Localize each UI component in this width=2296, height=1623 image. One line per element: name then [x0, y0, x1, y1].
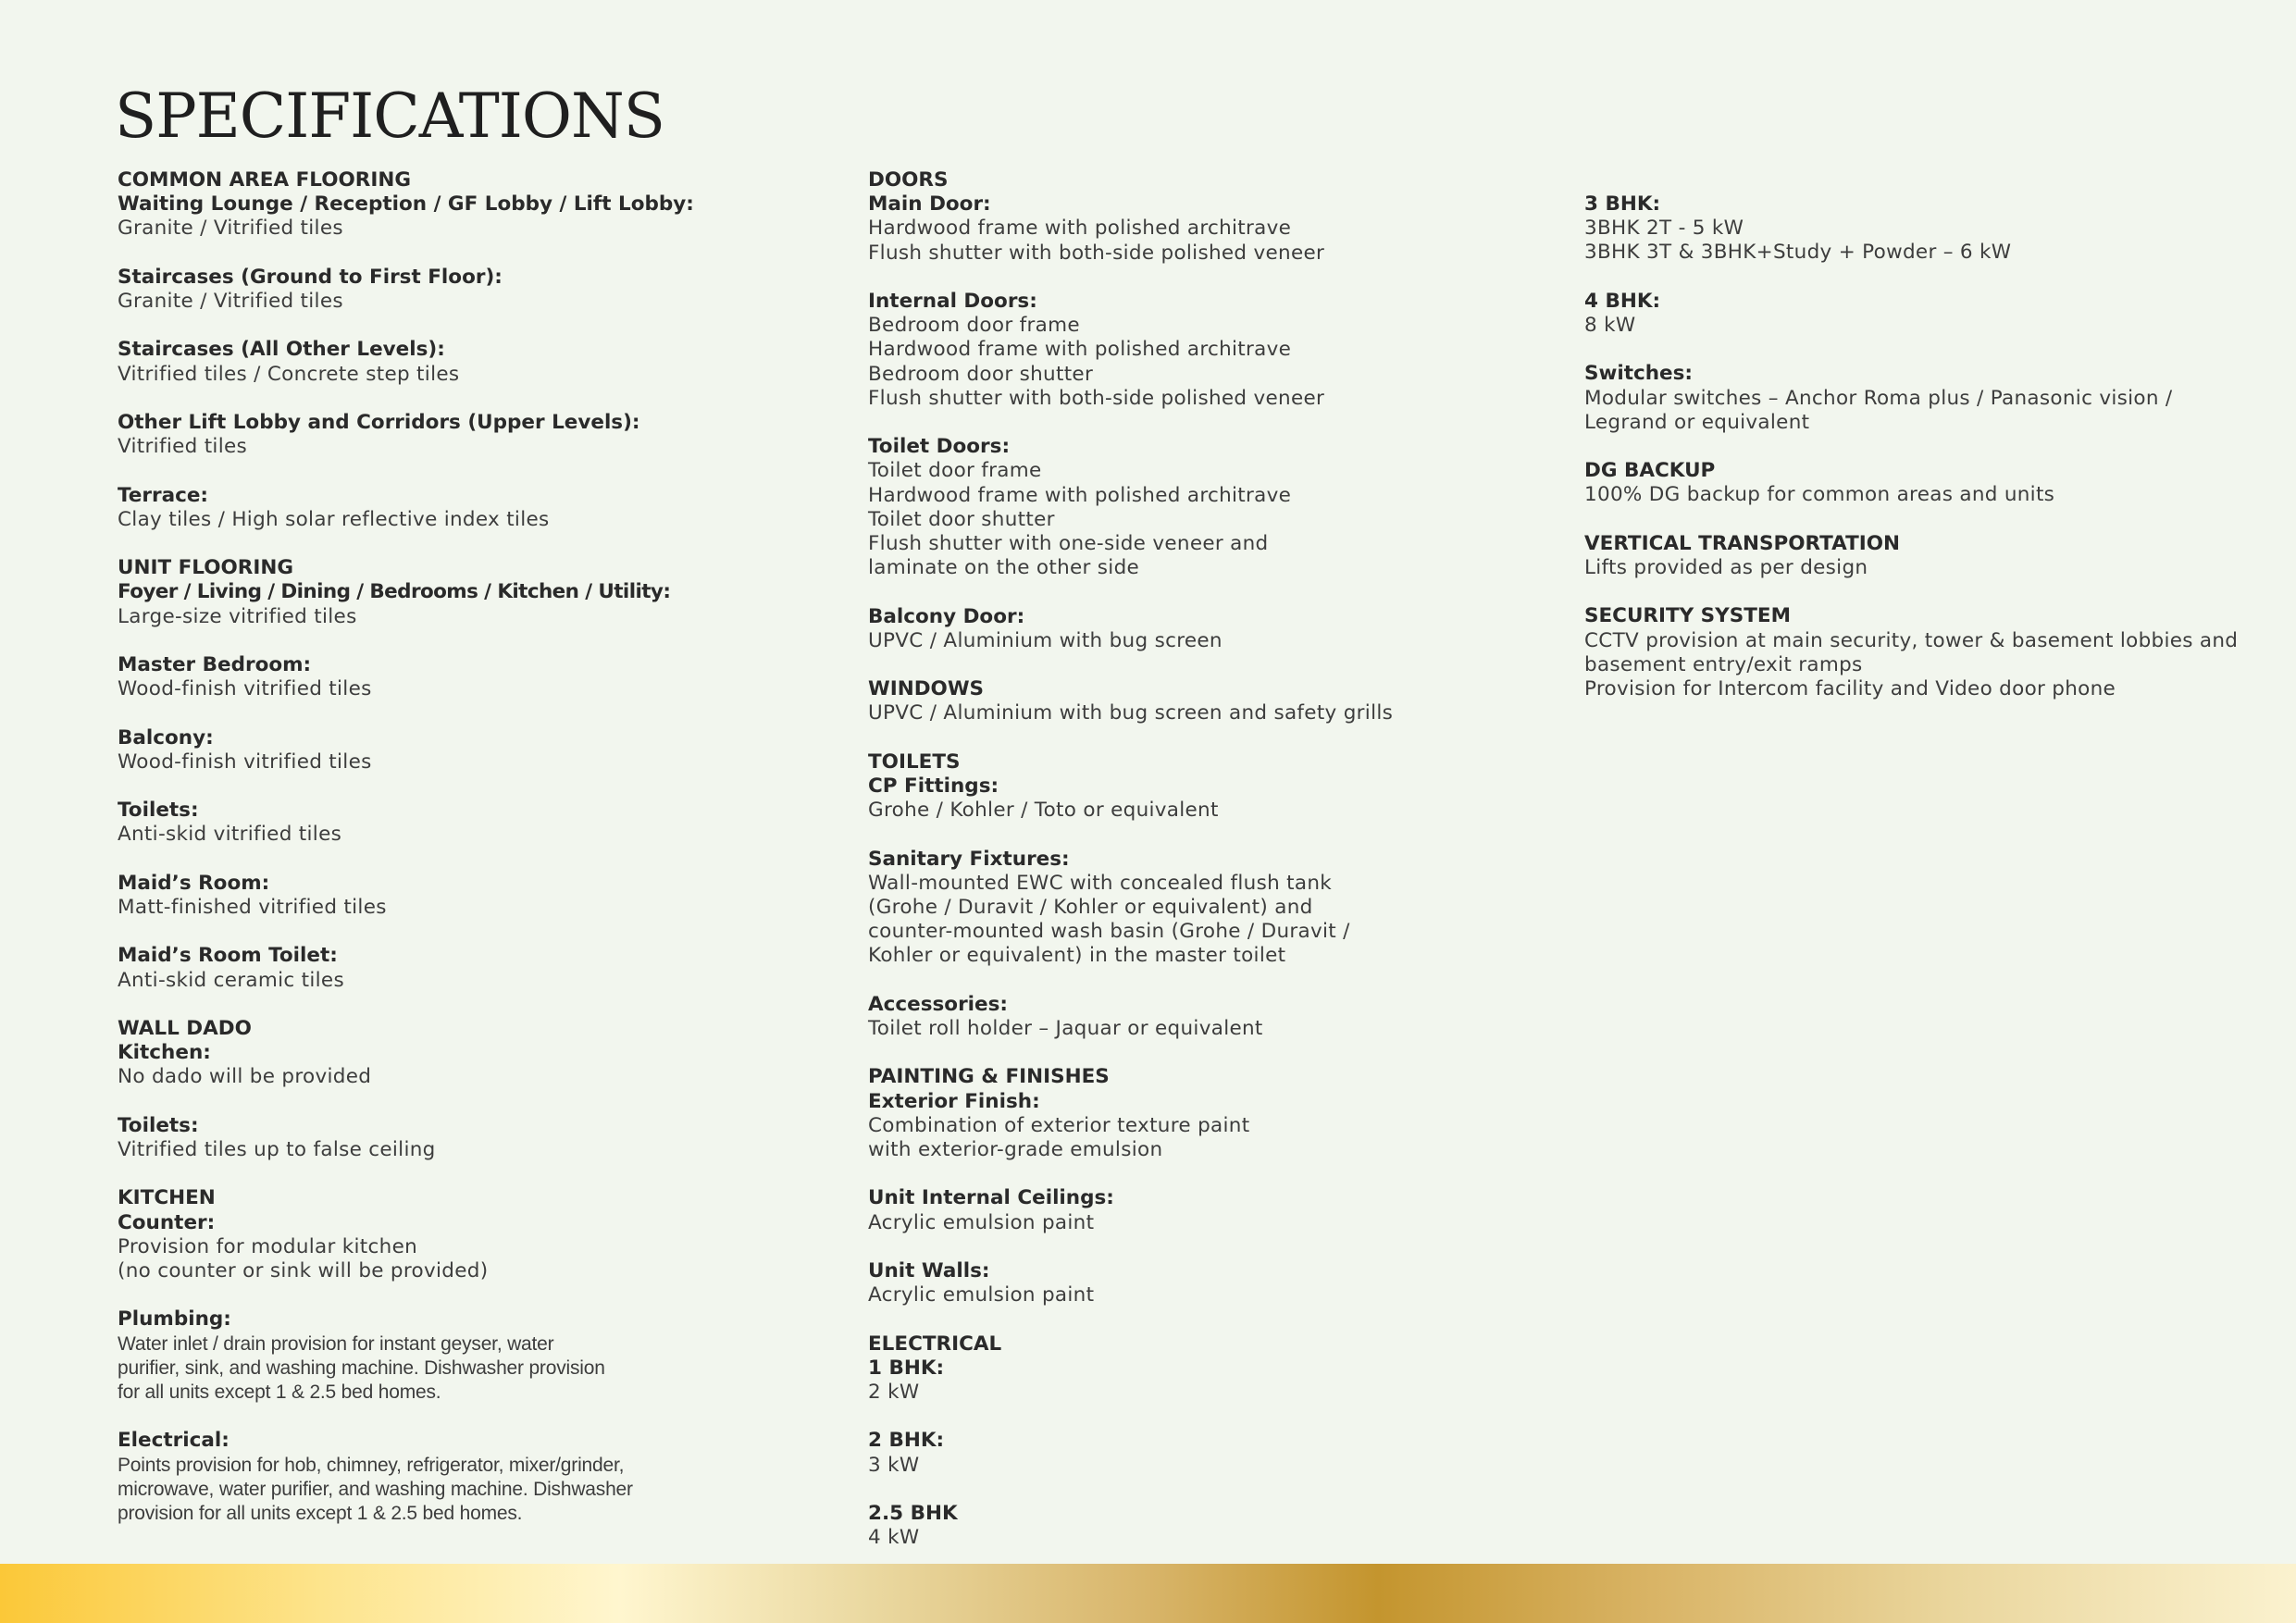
section-heading: TOILETS: [868, 750, 961, 774]
spec-label: Balcony Door:: [868, 604, 1025, 628]
section-heading: UNIT FLOORING: [118, 556, 293, 580]
spec-value: Granite / Vitrified tiles: [118, 290, 343, 313]
spec-block: [1584, 459, 2288, 507]
spec-value: Flush shutter with one-side veneer and: [868, 532, 1269, 556]
spec-label: 2 BHK:: [868, 1429, 945, 1453]
spec-label: Master Bedroom:: [118, 652, 312, 676]
spec-value: Toilet door frame: [868, 459, 1042, 483]
section-heading: WALL DADO: [118, 1016, 252, 1040]
spec-label: Counter:: [118, 1210, 216, 1234]
spec-value: 3BHK 2T - 5 kW: [1584, 217, 1744, 241]
spec-value: 4 kW: [868, 1526, 920, 1550]
spec-label: Staircases (Ground to First Floor):: [118, 265, 503, 289]
spec-label: Balcony:: [118, 725, 214, 750]
spec-block: [868, 1065, 1534, 1162]
spec-value: basement entry/exit ramps: [1584, 652, 1863, 676]
spec-label: Foyer / Living / Dining / Bedrooms / Kitchen / Utility:: [118, 580, 671, 604]
spec-block: [868, 1332, 1534, 1406]
spec-block: [1584, 192, 2288, 266]
spec-value: No dado will be provided: [118, 1065, 372, 1089]
spec-value: Hardwood frame with polished architrave: [868, 483, 1292, 507]
section-heading: ELECTRICAL: [868, 1332, 1002, 1356]
spec-label: Maid’s Room Toilet:: [118, 944, 338, 968]
spec-value: Wall-mounted EWC with concealed flush tank: [868, 871, 1333, 895]
spec-value: 3 kW: [868, 1453, 920, 1477]
spec-block: [118, 1114, 765, 1162]
spec-value: Water inlet / drain provision for instant geyser, water: [118, 1332, 554, 1355]
spec-block: [868, 750, 1534, 824]
spec-value: Large-size vitrified tiles: [118, 604, 357, 628]
spec-value: Granite / Vitrified tiles: [118, 217, 343, 241]
spec-label: Toilets:: [118, 1113, 199, 1137]
spec-block: [868, 605, 1534, 653]
spec-block: [118, 168, 765, 242]
spec-value: Acrylic emulsion paint: [868, 1283, 1095, 1307]
spec-block: [118, 338, 765, 386]
gold-gradient-bar: [0, 1564, 2296, 1623]
spec-label: Maid’s Room:: [118, 871, 270, 895]
spec-value: Combination of exterior texture paint: [868, 1113, 1250, 1137]
spec-value: Wood-finish vitrified tiles: [118, 677, 372, 701]
spec-value: Flush shutter with both-side polished veneer: [868, 386, 1325, 410]
spec-block: [1584, 290, 2288, 338]
spec-value: 3BHK 3T & 3BHK+Study + Powder – 6 kW: [1584, 241, 2012, 265]
section-heading: VERTICAL TRANSPORTATION: [1584, 531, 1901, 555]
spec-label: Sanitary Fixtures:: [868, 847, 1070, 871]
spec-label: Accessories:: [868, 992, 1009, 1016]
specs-column-3: [1584, 192, 2288, 725]
spec-block: [868, 1502, 1534, 1550]
spec-label: Staircases (All Other Levels):: [118, 338, 445, 362]
spec-value: CCTV provision at main security, tower & basement lobbies and: [1584, 628, 2239, 652]
spec-label: Other Lift Lobby and Corridors (Upper Levels):: [118, 410, 640, 434]
spec-block: [868, 290, 1534, 411]
spec-value: Hardwood frame with polished architrave: [868, 338, 1292, 362]
spec-value: Points provision for hob, chimney, refrigerator, mixer/grinder,: [118, 1454, 625, 1476]
spec-value: for all units except 1 & 2.5 bed homes.: [118, 1381, 441, 1403]
spec-value: Toilet roll holder – Jaquar or equivalent: [868, 1017, 1263, 1040]
spec-value: Anti-skid vitrified tiles: [118, 823, 342, 847]
spec-value: Lifts provided as per design: [1584, 555, 1868, 579]
spec-block: [118, 556, 765, 629]
spec-label: Unit Internal Ceilings:: [868, 1186, 1114, 1210]
spec-label: Waiting Lounge / Reception / GF Lobby / Lift Lobby:: [118, 192, 694, 217]
spec-value: 2 kW: [868, 1380, 920, 1404]
spec-value: Kohler or equivalent) in the master toilet: [868, 944, 1286, 968]
spec-value: Provision for Intercom facility and Video door phone: [1584, 676, 2116, 700]
spec-block: [118, 411, 765, 459]
spec-block: [1584, 532, 2288, 580]
spec-block: [118, 1186, 765, 1283]
spec-block: [118, 1307, 765, 1405]
spec-block: [118, 1017, 765, 1090]
spec-value: Anti-skid ceramic tiles: [118, 968, 344, 992]
spec-value: laminate on the other side: [868, 556, 1140, 580]
spec-value: Bedroom door frame: [868, 314, 1080, 338]
spec-value: Vitrified tiles: [118, 435, 248, 459]
spec-block: [118, 944, 765, 992]
spec-block: [118, 653, 765, 701]
section-heading: DOORS: [868, 168, 949, 192]
spec-value: UPVC / Aluminium with bug screen: [868, 628, 1222, 652]
spec-block: [118, 872, 765, 920]
spec-value: Clay tiles / High solar reflective index tiles: [118, 507, 550, 531]
spec-label: Main Door:: [868, 192, 991, 217]
spec-value: Flush shutter with both-side polished veneer: [868, 241, 1325, 265]
spec-label: Toilet Doors:: [868, 435, 1011, 459]
spec-label: Unit Walls:: [868, 1258, 990, 1282]
spec-value: provision for all units except 1 & 2.5 bed homes.: [118, 1502, 523, 1524]
spec-block: [868, 435, 1534, 580]
spec-block: [1584, 362, 2288, 435]
spec-block: [868, 848, 1534, 969]
spec-label: Exterior Finish:: [868, 1089, 1040, 1113]
spec-label: Internal Doors:: [868, 290, 1037, 313]
section-heading: WINDOWS: [868, 677, 985, 701]
spec-value: Wood-finish vitrified tiles: [118, 750, 372, 774]
spec-value: 100% DG backup for common areas and units: [1584, 483, 2055, 507]
spec-block: [868, 168, 1534, 266]
spec-block: [868, 1186, 1534, 1234]
spec-label: Switches:: [1584, 362, 1694, 386]
spec-block: [1584, 604, 2288, 701]
spec-value: Hardwood frame with polished architrave: [868, 217, 1292, 241]
section-heading: SECURITY SYSTEM: [1584, 604, 1791, 628]
spec-block: [118, 799, 765, 847]
spec-value: purifier, sink, and washing machine. Dishwasher provision: [118, 1357, 605, 1379]
spec-label: 4 BHK:: [1584, 289, 1661, 313]
spec-value: UPVC / Aluminium with bug screen and safety grills: [868, 701, 1394, 725]
spec-value: Vitrified tiles up to false ceiling: [118, 1137, 436, 1161]
spec-value: Vitrified tiles / Concrete step tiles: [118, 362, 460, 386]
section-heading: PAINTING & FINISHES: [868, 1065, 1110, 1089]
spec-value: Acrylic emulsion paint: [868, 1210, 1095, 1234]
spec-value: (Grohe / Duravit / Kohler or equivalent) and: [868, 896, 1313, 919]
spec-value: Matt-finished vitrified tiles: [118, 895, 387, 919]
spec-value: Provision for modular kitchen: [118, 1234, 418, 1258]
spec-value: 8 kW: [1584, 314, 1636, 337]
spec-label: Electrical:: [118, 1429, 230, 1453]
section-heading: KITCHEN: [118, 1186, 216, 1210]
spec-label: CP Fittings:: [868, 774, 999, 798]
spec-value: (no counter or sink will be provided): [118, 1258, 489, 1282]
spec-block: [868, 1429, 1534, 1477]
spec-value: with exterior-grade emulsion: [868, 1138, 1163, 1161]
spec-block: [868, 993, 1534, 1041]
specs-column-2: [868, 168, 1534, 1575]
spec-label: 2.5 BHK: [868, 1501, 958, 1525]
spec-label: Toilets:: [118, 799, 199, 823]
spec-value: Modular switches – Anchor Roma plus / Panasonic vision /: [1584, 386, 2173, 410]
spec-label: Plumbing:: [118, 1307, 231, 1332]
spec-block: [118, 266, 765, 314]
spec-label: Kitchen:: [118, 1041, 211, 1065]
spec-value: microwave, water purifier, and washing machine. Dishwasher: [118, 1478, 633, 1500]
spec-label: 1 BHK:: [868, 1356, 945, 1380]
spec-value: Legrand or equivalent: [1584, 410, 1810, 434]
section-heading: DG BACKUP: [1584, 459, 1716, 483]
spec-label: Terrace:: [118, 483, 209, 507]
spec-block: [868, 677, 1534, 725]
spec-value: Toilet door shutter: [868, 507, 1055, 531]
spec-block: [118, 1429, 765, 1526]
spec-value: Grohe / Kohler / Toto or equivalent: [868, 799, 1219, 823]
spec-block: [868, 1259, 1534, 1307]
spec-value: Bedroom door shutter: [868, 362, 1094, 386]
page-title: SPECIFICATIONS: [115, 81, 664, 152]
section-heading: COMMON AREA FLOORING: [118, 168, 411, 192]
spec-label: 3 BHK:: [1584, 192, 1661, 216]
specs-column-1: [118, 168, 765, 1550]
spec-block: [118, 726, 765, 774]
spec-block: [118, 484, 765, 532]
spec-value: counter-mounted wash basin (Grohe / Duravit /: [868, 920, 1350, 944]
